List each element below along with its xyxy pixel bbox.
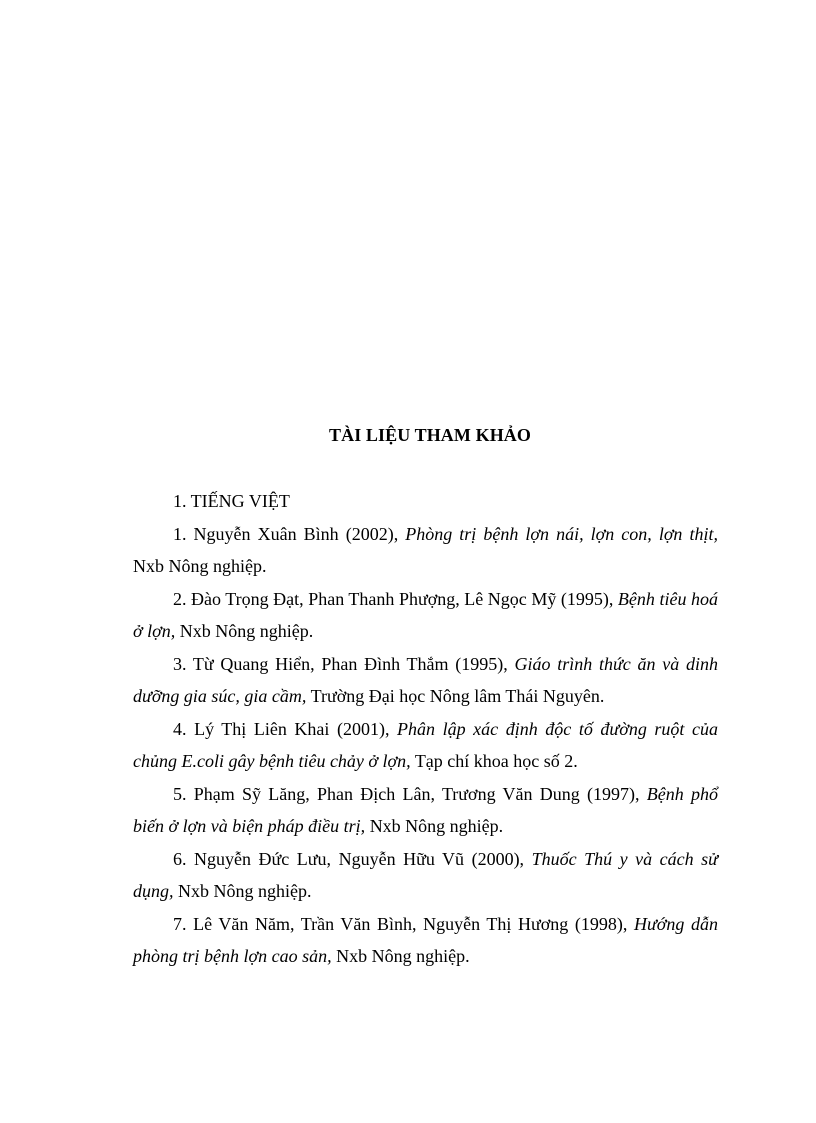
reference-authors: 6. Nguyễn Đức Lưu, Nguyễn Hữu Vũ (2000), (173, 848, 532, 869)
reference-publisher: Nxb Nông nghiệp. (365, 816, 504, 836)
reference-authors: 2. Đào Trọng Đạt, Phan Thanh Phượng, Lê Ngọc Mỹ (1995), (173, 588, 618, 609)
reference-title: Bệnh tiêu hoá ở lợn, (133, 588, 718, 641)
reference-title: Giáo trình thức ăn và dinh dưỡng gia súc, gia cầm, (133, 653, 718, 706)
reference-publisher: Nxb Nông nghiệp. (175, 621, 314, 641)
reference-list (133, 485, 718, 973)
reference-publisher: Trường Đại học Nông lâm Thái Nguyên. (306, 686, 605, 706)
reference-publisher: Nxb Nông nghiệp. (133, 556, 267, 576)
reference-title: Hướng dẫn phòng trị bệnh lợn cao sản, (133, 913, 718, 966)
reference-title: Phòng trị bệnh lợn nái, lợn con, lợn thịt, (405, 523, 718, 544)
reference-authors: 4. Lý Thị Liên Khai (2001), (173, 718, 398, 739)
reference-publisher: Nxb Nông nghiệp. (331, 946, 470, 966)
reference-title: Thuốc Thú y và cách sử dụng, (133, 848, 719, 901)
reference-item (133, 518, 718, 583)
reference-item (133, 778, 718, 843)
page-title: TÀI LIỆU THAM KHẢO (329, 425, 531, 445)
reference-authors: 3. Từ Quang Hiển, Phan Đình Thắm (1995), (173, 653, 515, 674)
reference-title: Phân lập xác định độc tố đường ruột của chủng E.coli gây bệnh tiêu chảy ở lợn, (133, 718, 718, 771)
reference-item (133, 713, 718, 778)
reference-item (133, 648, 718, 713)
reference-item (133, 908, 718, 973)
reference-item (133, 583, 718, 648)
reference-authors: 5. Phạm Sỹ Lăng, Phan Địch Lân, Trương Văn Dung (1997), (173, 783, 647, 804)
reference-title: Bệnh phổ biến ở lợn và biện pháp điều trị, (133, 783, 718, 836)
reference-item (133, 843, 718, 908)
reference-publisher: Tạp chí khoa học số 2. (410, 751, 578, 771)
section-heading: 1. TIẾNG VIỆT (173, 491, 290, 511)
reference-authors: 1. Nguyễn Xuân Bình (2002), (173, 523, 406, 544)
reference-publisher: Nxb Nông nghiệp. (173, 881, 312, 901)
reference-authors: 7. Lê Văn Năm, Trần Văn Bình, Nguyễn Thị Hương (1998), (173, 913, 634, 934)
